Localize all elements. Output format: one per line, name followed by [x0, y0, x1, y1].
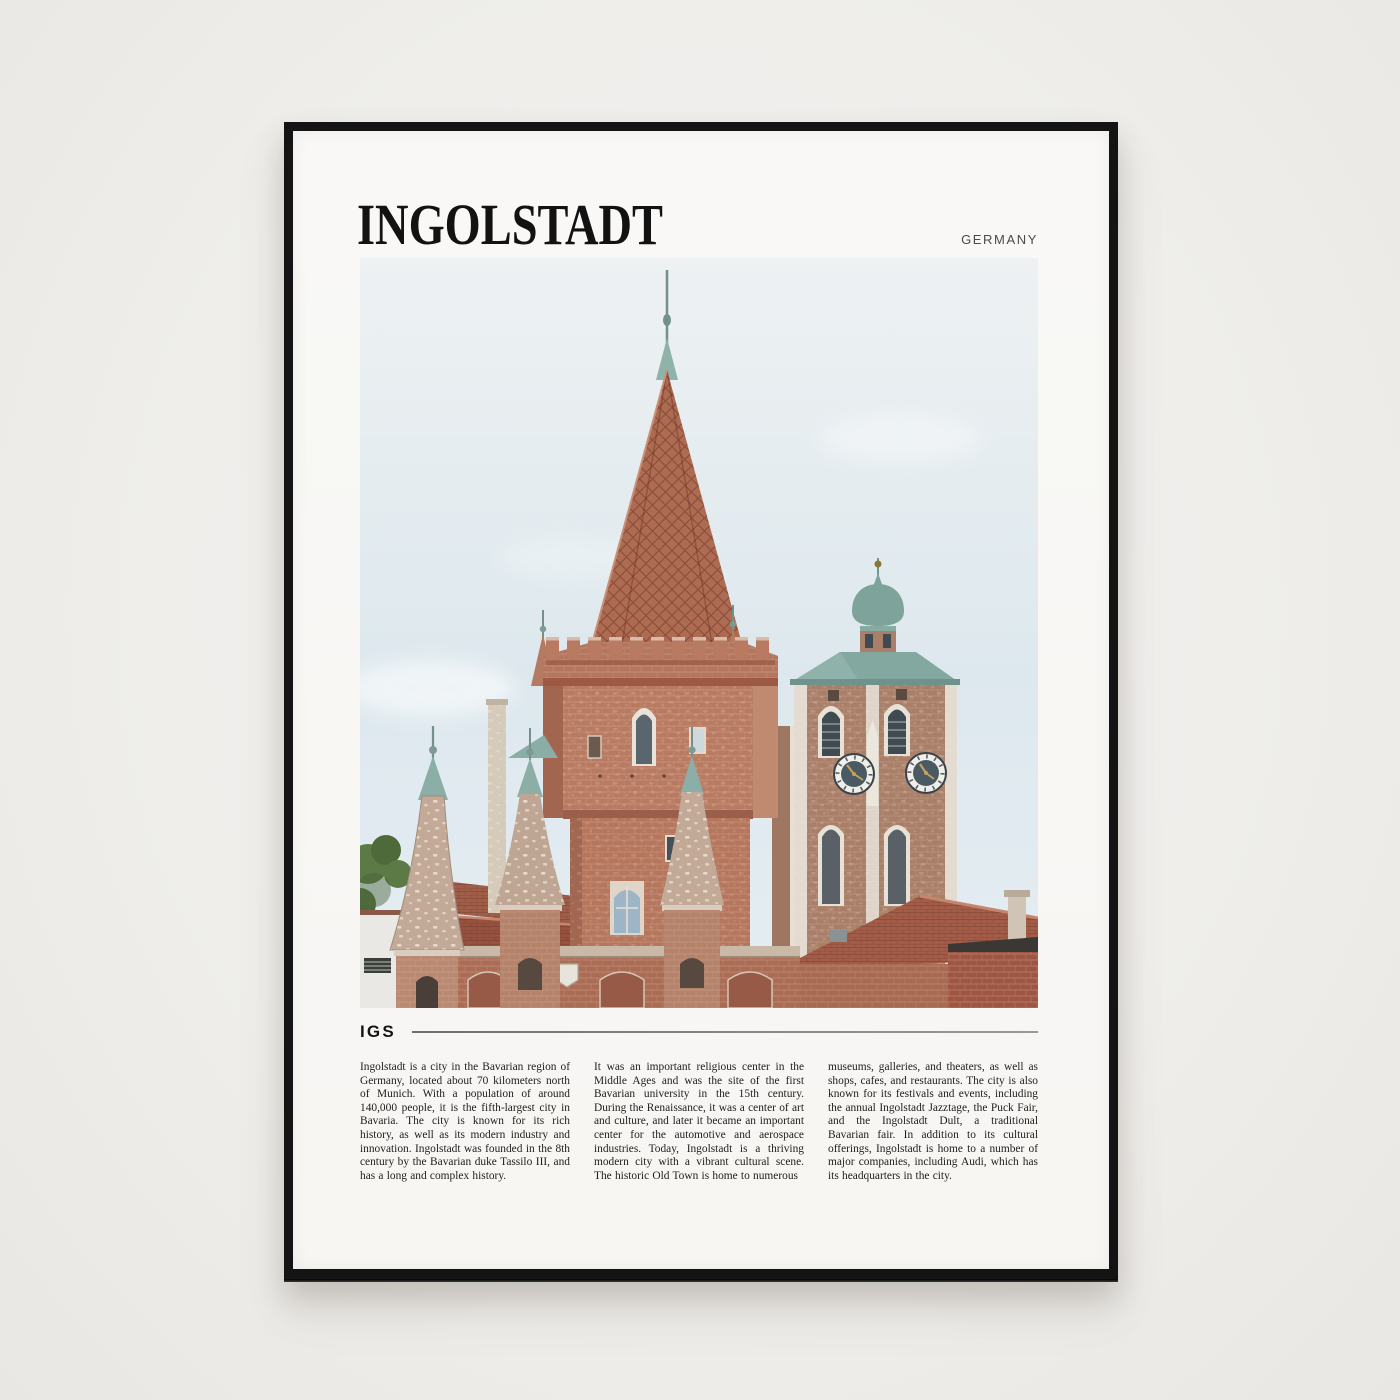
clock-left	[834, 754, 874, 794]
poster	[293, 131, 1109, 1269]
clock-right	[906, 753, 946, 793]
text-column-1: Ingolstadt is a city in the Bavarian region of Germany, located about 70 kilometers north of Munich. With a population of around 140,000 people, it is the fifth-largest city in Bavaria. The city is known for its rich history, as well as its modern industry and innovation. Ingolstadt was founded in the 8th century by the Bavarian duke Tassilo III, and has a long and complex history.	[360, 1061, 570, 1182]
airport-code: IGS	[360, 1022, 396, 1041]
country-label: GERMANY	[961, 232, 1038, 247]
body-columns	[360, 1061, 1038, 1183]
text-column-3: museums, galleries, and theaters, as well as shops, cafes, and restaurants. The city is also known for its festivals and events, including the annual Ingolstadt Jazztage, the Puck Fair, and the Ingolstadt Dult, a traditional Bavarian fair. In addition to its cultural offerings, Ingolstadt is home to a number of major companies, including Audi, which has its headquarters in the city.	[828, 1061, 1038, 1182]
text-column-2: It was an important religious center in the Middle Ages and was the site of the first Bavarian university in the 15th century. During the Renaissance, it was a center of art and culture, and later it became an important center for the automotive and aerospace industries. Today, Ingolstadt is a thriving modern city with a vibrant cultural scene. The historic Old Town is home to numerous	[594, 1061, 804, 1182]
poster-title: INGOLSTADT	[357, 192, 663, 257]
code-row	[360, 1021, 1038, 1043]
divider-line	[412, 1031, 1038, 1033]
poster-frame	[284, 122, 1118, 1282]
city-photo	[360, 258, 1038, 1008]
